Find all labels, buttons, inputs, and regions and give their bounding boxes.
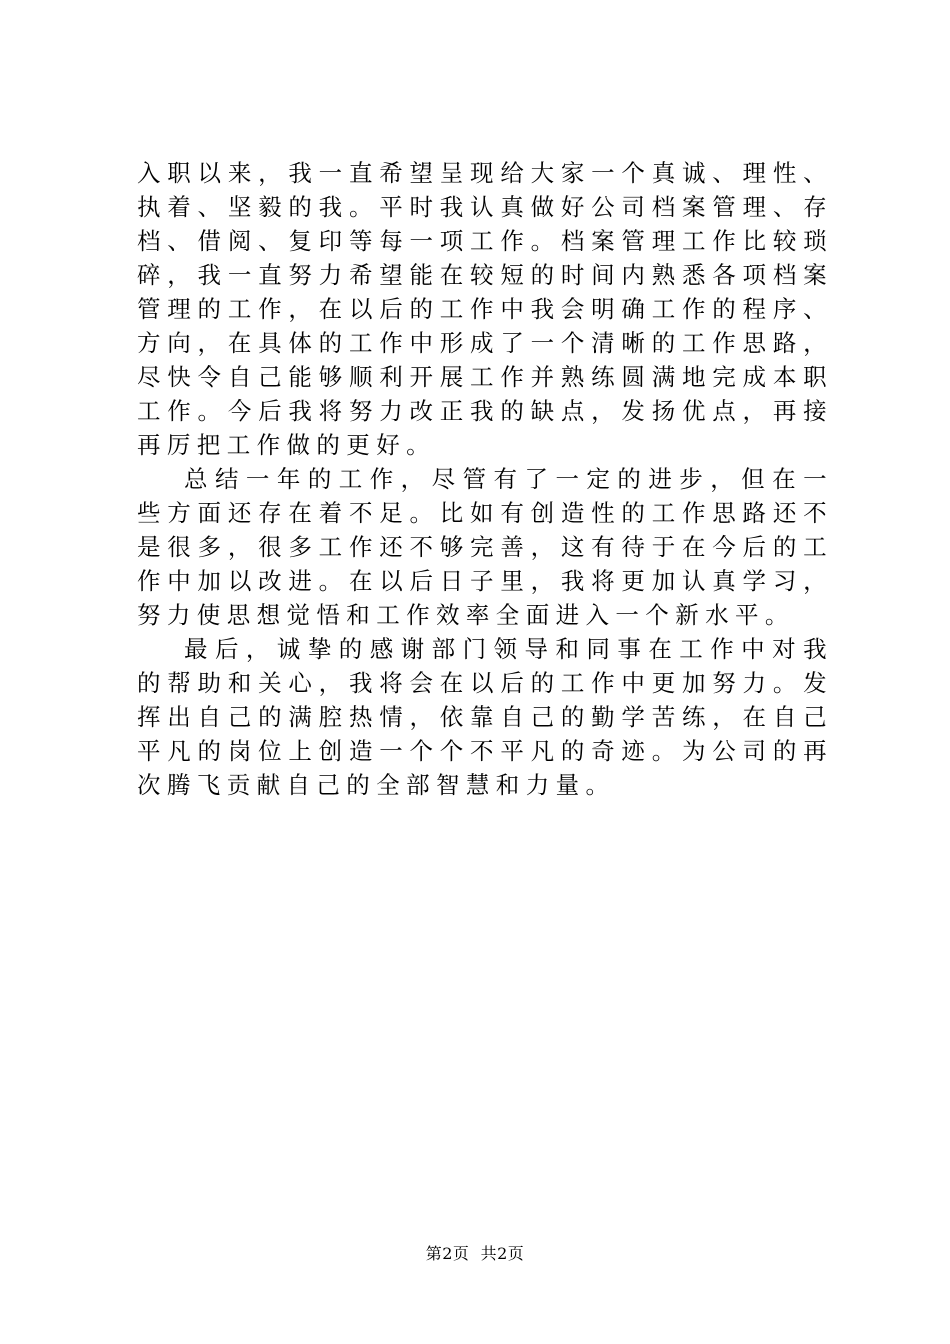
document-body	[137, 156, 833, 802]
paragraph-1: 入职以来，我一直希望呈现给大家一个真诚、理性、执着、坚毅的我。平时我认真做好公司档案管理、存档、借阅、复印等每一项工作。档案管理工作比较琐碎，我一直努力希望能在较短的时间内熟悉各项档案管理的工作，在以后的工作中我会明确工作的程序、方向，在具体的工作中形成了一个清晰的工作思路，尽快令自己能够顺利开展工作并熟练圆满地完成本职工作。今后我将努力改正我的缺点，发扬优点，再接再厉把工作做的更好。	[137, 159, 833, 459]
paragraph-3: 最后，诚挚的感谢部门领导和同事在工作中对我的帮助和关心，我将会在以后的工作中更加努力。发挥出自己的满腔热情，依靠自己的勤学苦练，在自己平凡的岗位上创造一个个不平凡的奇迹。为公司的再次腾飞贡献自己的全部智慧和力量。	[137, 635, 833, 799]
paragraph-2: 总结一年的工作，尽管有了一定的进步，但在一些方面还存在着不足。比如有创造性的工作思路还不是很多，很多工作还不够完善，这有待于在今后的工作中加以改进。在以后日子里，我将更加认真学习，努力使思想觉悟和工作效率全面进入一个新水平。	[137, 465, 833, 629]
page-footer: 第2页 共2页	[425, 1244, 525, 1263]
